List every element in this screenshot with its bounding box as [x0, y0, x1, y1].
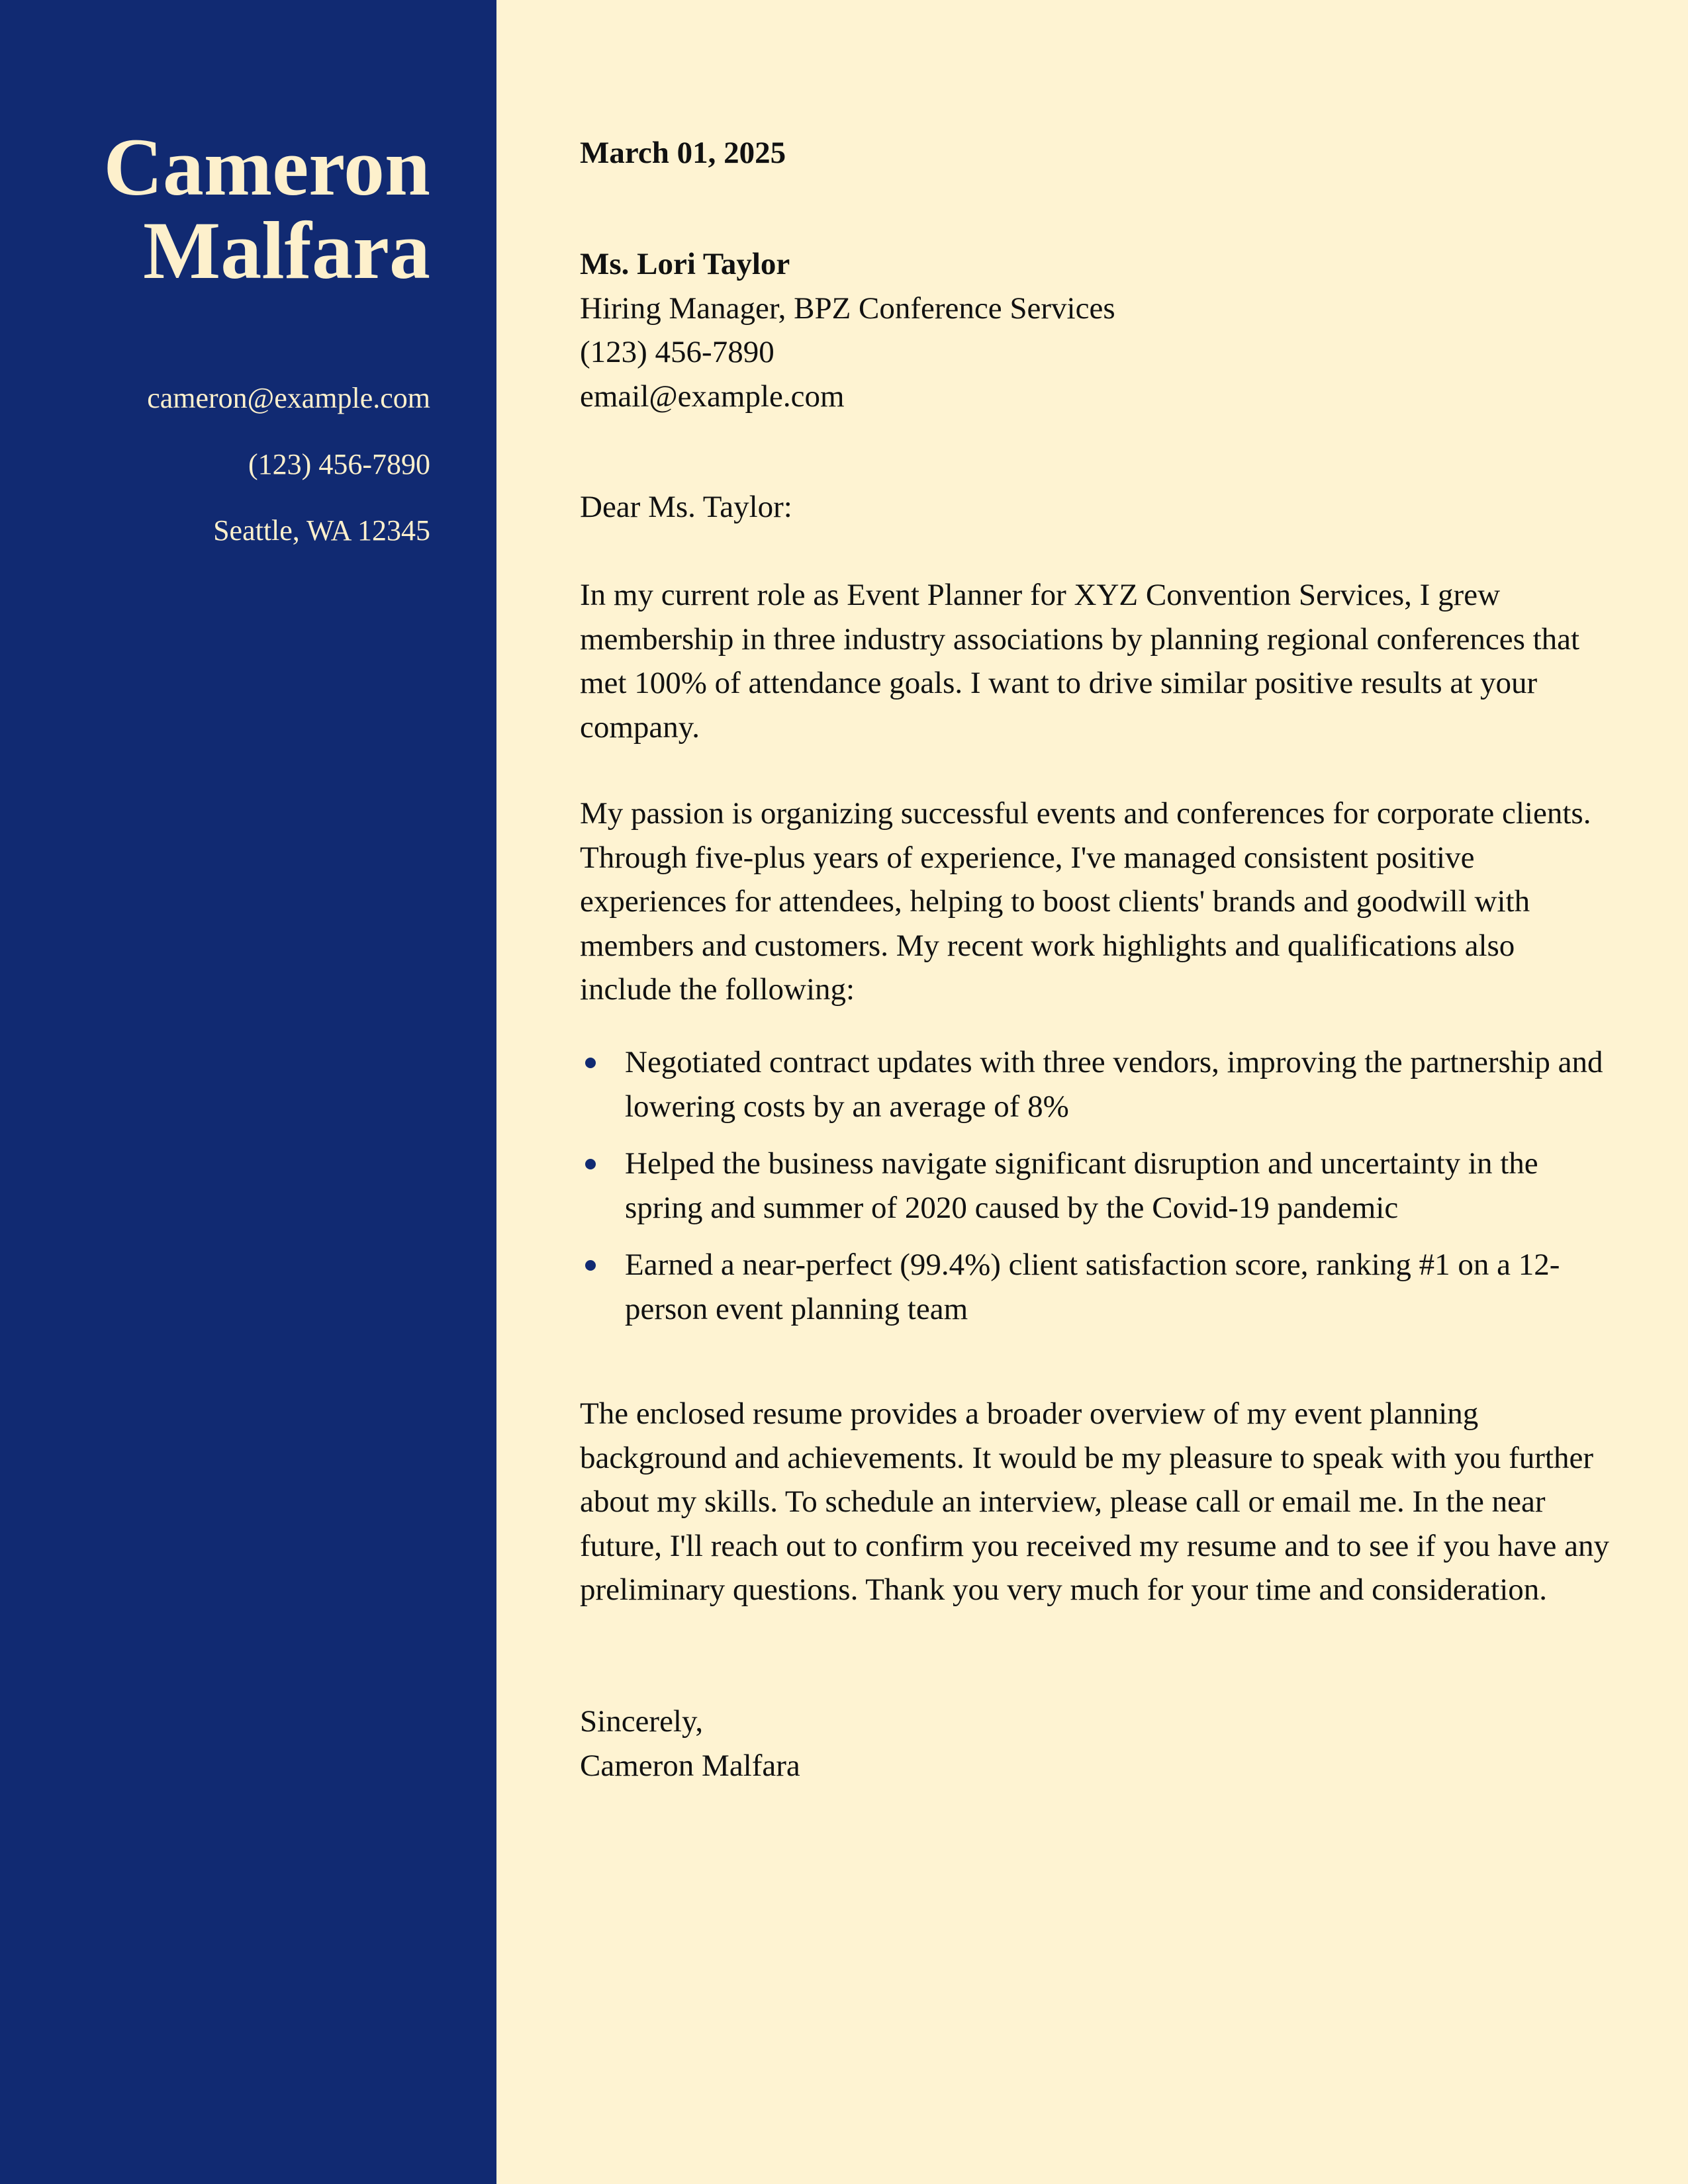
sender-location: Seattle, WA 12345 [213, 514, 430, 547]
paragraph-passion: My passion is organizing successful events and conferences for corporate clients. Through five-plus years of experience, I've managed consistent positive experiences for attendees, helping to boost clients' brands and goodwill with members and customers. My recent work highlights and qualifications also include the following: [580, 796, 1591, 1007]
salutation: Dear Ms. Taylor: [580, 490, 792, 524]
recipient-email: email@example.com [580, 379, 845, 414]
letter-date: March 01, 2025 [580, 136, 786, 170]
list-item-text: Earned a near-perfect (99.4%) client satisfaction score, ranking #1 on a 12-person event planning team [625, 1248, 1560, 1326]
recipient-title: Hiring Manager, BPZ Conference Services [580, 291, 1115, 326]
list-item-text: Negotiated contract updates with three vendors, improving the partnership and lowering costs by an average of 8% [625, 1045, 1603, 1124]
bullet-icon [585, 1159, 596, 1169]
list-item-text: Helped the business navigate significant disruption and uncertainty in the spring and summer of 2020 caused by the Covid-19 pandemic [625, 1146, 1538, 1225]
bullet-icon [585, 1260, 596, 1271]
highlights-list [580, 1040, 1613, 1344]
sender-phone: (123) 456-7890 [248, 448, 430, 480]
closing-block [580, 1700, 1613, 1788]
recipient-name: Ms. Lori Taylor [580, 247, 790, 281]
sidebar [0, 0, 496, 2184]
recipient-phone: (123) 456-7890 [580, 335, 774, 369]
list-item [580, 1243, 1613, 1331]
list-item [580, 1142, 1613, 1230]
sender-contact [7, 365, 430, 564]
list-item [580, 1040, 1613, 1128]
sender-email: cameron@example.com [147, 382, 430, 414]
sender-name [7, 122, 430, 296]
recipient-block [580, 242, 1613, 418]
signature: Cameron Malfara [580, 1748, 800, 1783]
paragraph-closing: The enclosed resume provides a broader overview of my event planning background and achievements. It would be my pleasure to speak with you further about my skills. To schedule an interview, please call or email me. In the near future, I'll reach out to confirm you received my resume and to see if you have any preliminary questions. Thank you very much for your time and consideration. [580, 1396, 1609, 1607]
closing-phrase: Sincerely, [580, 1704, 704, 1739]
sender-first-name: Cameron [103, 122, 430, 212]
bullet-icon [585, 1058, 596, 1068]
paragraph-intro: In my current role as Event Planner for XYZ Convention Services, I grew membership in three industry associations by planning regional conferences that met 100% of attendance goals. I want to drive similar positive results at your company. [580, 578, 1580, 745]
sender-last-name: Malfara [143, 205, 430, 296]
